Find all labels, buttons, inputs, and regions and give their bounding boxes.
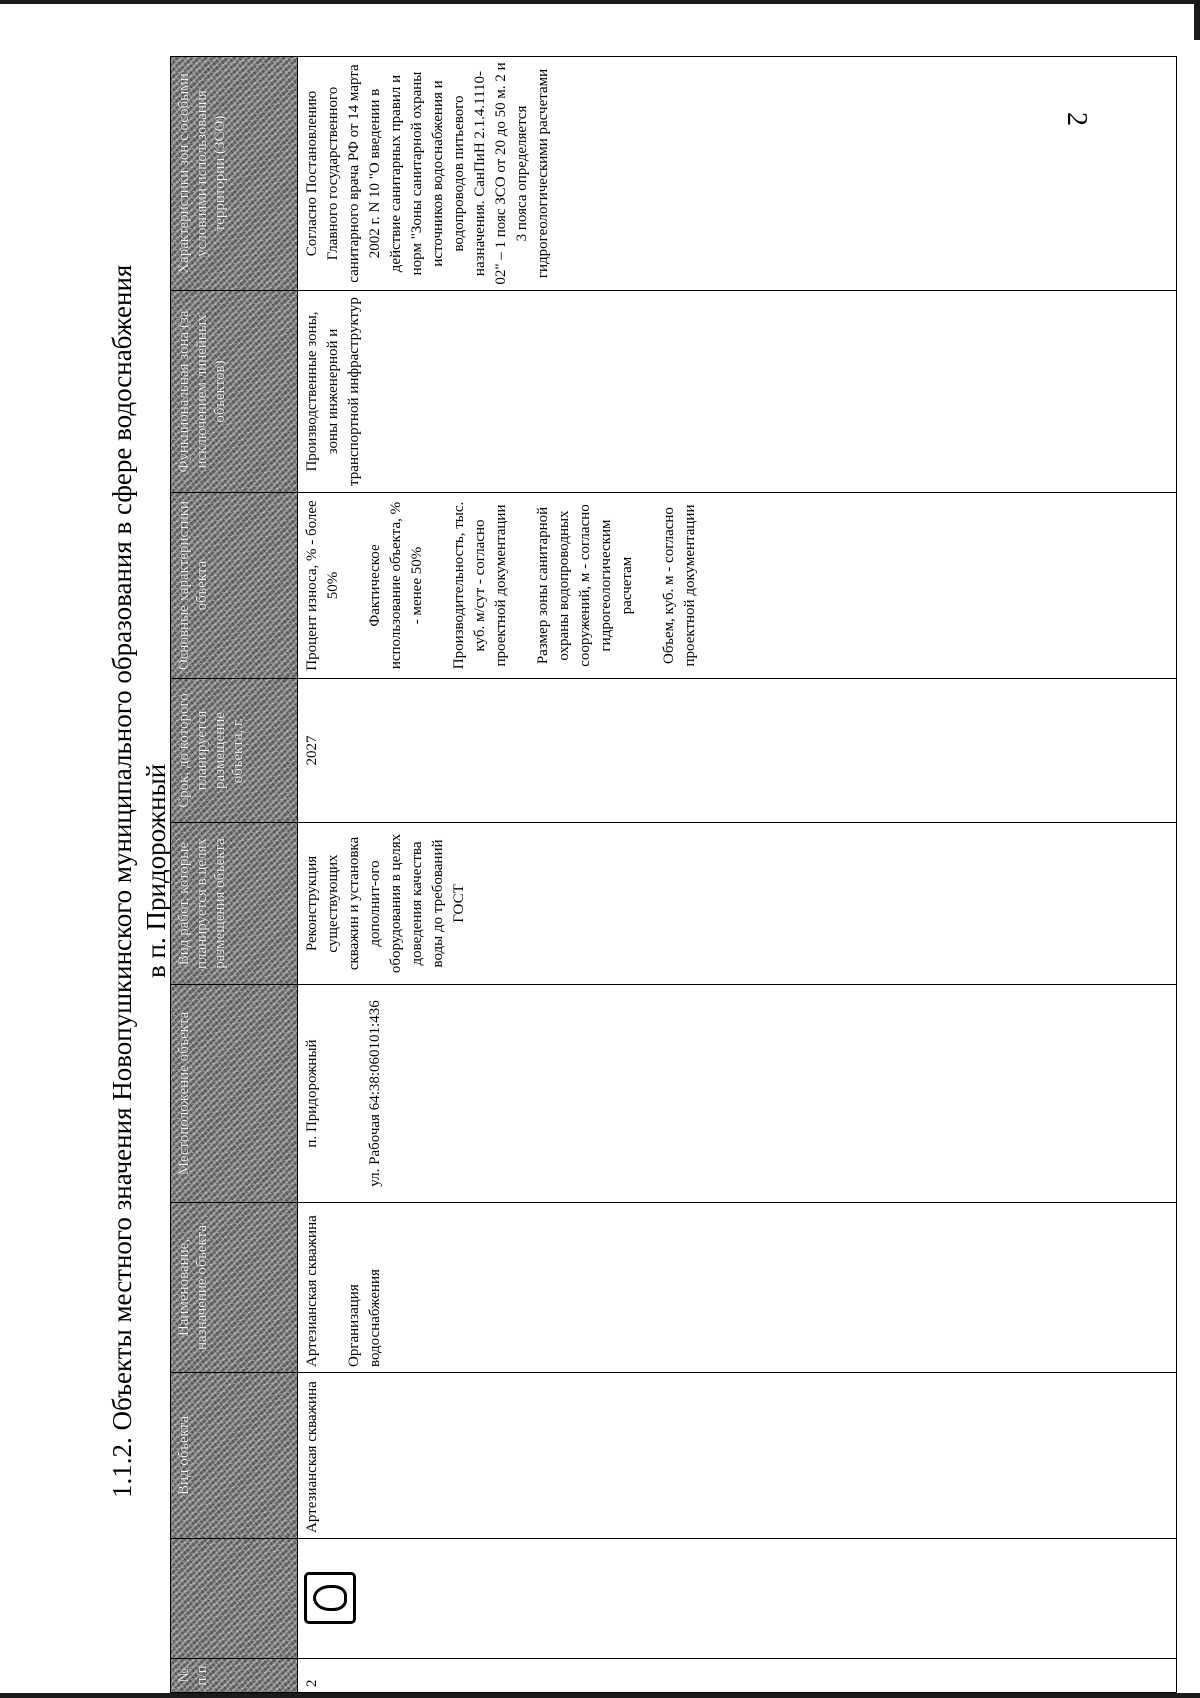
characteristic-3: Производительность, тыс. куб. м/сут - согласно проектной документации (451, 501, 509, 670)
header-works: Вид работ, которые планируется в целях размещения объекта (171, 823, 298, 985)
name-line-1: Артезианская скважина (304, 1215, 320, 1367)
cell-location (298, 985, 1177, 1203)
header-location: Местоположение объекта (171, 985, 298, 1203)
characteristic-2: Фактическое использование объекта, % - менее 50% (367, 501, 425, 670)
characteristic-4: Размер зоны санитарной охраны водопроводных сооружений, м - согласно гидрогеологическим расчетам (535, 504, 635, 667)
name-line-2: Организация водоснабжения (346, 1269, 383, 1367)
header-number: № п/п (171, 1659, 298, 1693)
cell-zso: Согласно Постановлению Главного государственного санитарного врача РФ от 14 марта 2002 г. N 10 "О введении в действие санитарных правил и норм "Зоны санитарной охраны источников водоснабжения и водопроводов питьевого назначения. СанПиН 2.1.4.1110-02" – 1 пояс ЗСО от 20 до 50 м. 2 и 3 пояса определяется гидрогеологическими расчетами (298, 57, 1177, 291)
header-type: Вид объекта (171, 1373, 298, 1539)
cell-deadline: 2027 (298, 679, 1177, 823)
characteristic-1: Процент износа, % - более 50% (304, 500, 341, 671)
header-deadline: Срок, до которого планируется размещение объекта, г. (171, 679, 298, 823)
header-zone: Функциональная зона (за исключением линейных объектов) (171, 291, 298, 493)
cell-name (298, 1203, 1177, 1373)
characteristic-5: Объем, куб. м - согласно проектной документации (661, 504, 698, 667)
title-line-1: 1.1.2. Объекты местного значения Новопушкинского муниципального образования в сфере водоснабжения (107, 264, 137, 1498)
cell-characteristics (298, 493, 1177, 679)
page-title (105, 98, 173, 1498)
page-number: 2 (1061, 112, 1092, 126)
header-icon (171, 1539, 298, 1659)
table-header-row (171, 57, 298, 1693)
title-line-2: в п. Придорожный (141, 763, 171, 978)
objects-table (170, 56, 1177, 1693)
location-line-2: ул. Рабочая 64:38:060101:436 (367, 1000, 383, 1187)
header-zso: Характеристики зон с особыми условиями использования территории (ЗСО) (171, 57, 298, 291)
header-characteristics: Основные характеристики объекта (171, 493, 298, 679)
header-name: Наименование, назначение объекта (171, 1203, 298, 1373)
cell-works: Реконструкция существующих скважин и установка дополнит-ого оборудования в целях доведения качества воды до требований ГОСТ (298, 823, 1177, 985)
table-row (298, 57, 1177, 1693)
cell-number: 2 (298, 1659, 1177, 1693)
location-line-1: п. Придорожный (304, 1039, 320, 1148)
cell-icon (298, 1539, 1177, 1659)
cell-type: Артезианская скважина (298, 1373, 1177, 1539)
cell-zone: Производственные зоны, зоны инженерной и транспортной инфраструктур (298, 291, 1177, 493)
water-well-icon (304, 1573, 356, 1625)
